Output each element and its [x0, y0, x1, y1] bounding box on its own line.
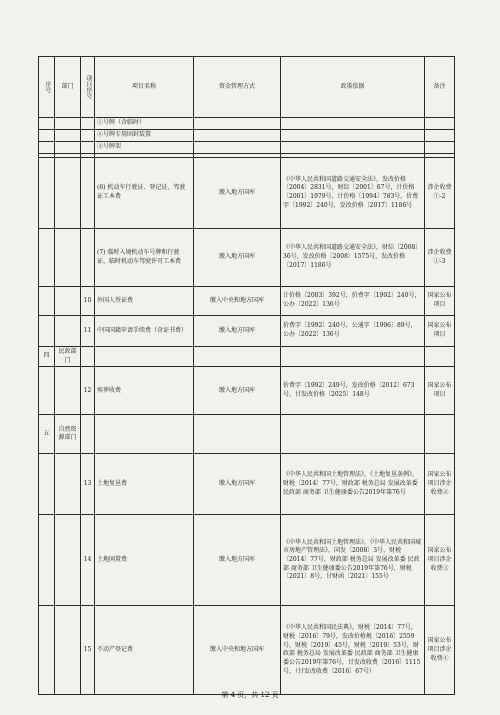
header-item-name: 项目名称 [95, 57, 194, 118]
table-row [39, 287, 455, 316]
fund-mgmt: 缴入中央和地方国库 [194, 287, 281, 316]
remark: 国家公布项目 [425, 367, 455, 415]
fund-mgmt: 缴入地方国库 [194, 316, 281, 347]
fund-mgmt: 缴入地方国库 [194, 454, 281, 515]
fund-mgmt: 缴入地方国库 [194, 158, 281, 229]
item-name: 不动产登记费 [95, 606, 194, 695]
header-seq: 序号 [39, 57, 55, 118]
item-name: (7) 临时入境机动车号牌和行驶证、临时机动车驾驶许可工本费 [95, 229, 194, 287]
remark: 涉企收费①-2 [425, 158, 455, 229]
item-name: 殡葬收费 [95, 367, 194, 415]
header-fund-mgmt: 资金管理方式 [194, 57, 281, 118]
fee-table [38, 56, 455, 695]
remark: 国家公布项目涉企收费③ [425, 515, 455, 606]
table-row [39, 454, 455, 515]
remark: 国家公布项目 [425, 287, 455, 316]
table-row [39, 158, 455, 229]
policy-basis: 《中华人民共和国土地管理法》，《中华人民共和国城市房地产管理法》，国发〔2008〕3号，财税〔2014〕77号，财政部 税务总局 发展改革委 民政部 商务部 卫生健康委公告2019年第76号，财税〔2021〕8号，甘财函〔2021〕155号 [281, 515, 425, 606]
header-dept: 部门 [55, 57, 81, 118]
item-seq: 14 [81, 515, 95, 606]
remark: 涉企收费①-3 [425, 229, 455, 287]
policy-basis: 《中华人民共和国道路交通安全法》，财综〔2008〕36号，发改价格〔2008〕1575号，发改价格〔2017〕1186号 [281, 229, 425, 287]
table-row [39, 118, 455, 130]
subitem-3: ③号牌架 [95, 142, 194, 154]
fund-mgmt: 缴入中央和地方国库 [194, 606, 281, 695]
policy-basis: 《中华人民共和国民法典》，财税〔2014〕77号，财税〔2016〕79号，发改价格规〔2016〕2559号，财税〔2019〕45号，财税〔2019〕53号，财政部 税务总局 发展改革委 民政部 商务部 卫生健康委公告2019年第76号，甘发改收费〔2016〕1115号，（甘发改收费〔2016〕67号） [281, 606, 425, 695]
remark: 国家公布项目涉企收费④ [425, 606, 455, 695]
item-seq: 15 [81, 606, 95, 695]
section-seq: 四 [39, 347, 55, 367]
item-seq: 11 [81, 316, 95, 347]
policy-basis: 价费字〔1992〕240号，公通字〔1996〕89号，公办〔2022〕136号 [281, 316, 425, 347]
policy-basis: 《中华人民共和国道路交通安全法》，发改价格〔2004〕2831号，财综〔2001〕67号，计价格〔2001〕1979号，计价格〔1994〕783号，价费字〔1992〕240号，发改价格〔2017〕1186号 [281, 158, 425, 229]
table-row [39, 606, 455, 695]
policy-basis: 价费字〔1992〕249号，发改价格〔2012〕673号，甘发改价格〔2025〕148号 [281, 367, 425, 415]
table-row [39, 130, 455, 142]
item-name: 外国人签证费 [95, 287, 194, 316]
section-dept: 自然资源部门 [55, 415, 81, 454]
policy-basis: 《中华人民共和国土地管理法》，《土地复垦条例》，财税〔2014〕77号，财政部 税务总局 发展改革委 民政部 商务部 卫生健康委公告2019年第76号 [281, 454, 425, 515]
remark: 国家公布项目 [425, 316, 455, 347]
item-seq: 12 [81, 367, 95, 415]
item-seq: 13 [81, 454, 95, 515]
header-item-seq: 项目序号 [81, 57, 95, 118]
subitem-1: ①号牌（含临时） [95, 118, 194, 130]
page-footer: 第 4 页，共 12 页 [221, 691, 279, 699]
item-name: 土地闲置费 [95, 515, 194, 606]
table-row [39, 142, 455, 154]
table-row [39, 316, 455, 347]
fund-mgmt: 缴入地方国库 [194, 229, 281, 287]
table-row [39, 229, 455, 287]
header-policy: 政策依据 [281, 57, 425, 118]
fund-mgmt: 缴入地方国库 [194, 515, 281, 606]
item-name: 土地复垦费 [95, 454, 194, 515]
section-row [39, 415, 455, 454]
header-remark: 备注 [425, 57, 455, 118]
table-row [39, 367, 455, 415]
section-row [39, 347, 455, 367]
fund-mgmt: 缴入地方国库 [194, 367, 281, 415]
table-header [39, 57, 455, 118]
item-name: (6) 机动车行驶证、登记证、驾驶证工本费 [95, 158, 194, 229]
policy-basis: 计价格〔2003〕392号，价费字〔1992〕240号，公办〔2022〕136号 [281, 287, 425, 316]
remark: 国家公布项目涉企收费② [425, 454, 455, 515]
section-dept: 民政部门 [55, 347, 81, 367]
subitem-2: ②号牌专用固封装置 [95, 130, 194, 142]
item-seq: 10 [81, 287, 95, 316]
table-row [39, 515, 455, 606]
item-name: 中国国籍申请手续费（含证书费） [95, 316, 194, 347]
section-seq: 五 [39, 415, 55, 454]
